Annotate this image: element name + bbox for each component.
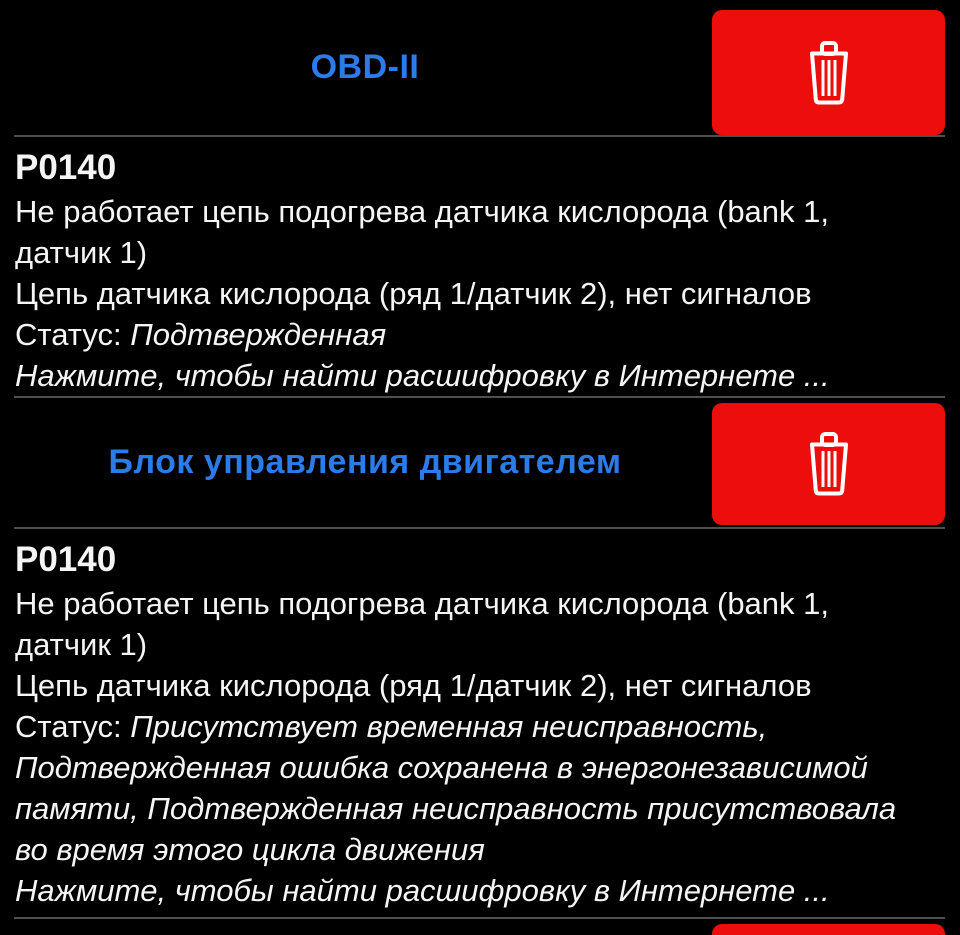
dtc-status-line xyxy=(15,706,920,870)
search-online-hint: Нажмите, чтобы найти расшифровку в Интернете ... xyxy=(15,358,830,393)
fault-card[interactable] xyxy=(0,529,960,911)
status-value: Подтвержденная xyxy=(130,317,387,352)
dtc-status-line xyxy=(15,314,920,355)
delete-group-button[interactable] xyxy=(712,10,945,135)
group-header-obd2 xyxy=(0,0,960,135)
search-online-hint: Нажмите, чтобы найти расшифровку в Интернете ... xyxy=(15,873,830,908)
divider xyxy=(14,917,945,919)
status-label: Статус: xyxy=(15,317,131,352)
dtc-description-line: Цепь датчика кислорода (ряд 1/датчик 2), нет сигналов xyxy=(15,668,812,703)
group-header-engine-ecu xyxy=(0,398,960,527)
next-group-peek xyxy=(0,917,960,935)
trash-icon xyxy=(805,40,853,106)
status-label: Статус: xyxy=(15,709,131,744)
delete-group-button-partial[interactable] xyxy=(712,924,945,935)
delete-group-button[interactable] xyxy=(712,403,945,525)
dtc-description-line: Цепь датчика кислорода (ряд 1/датчик 2), нет сигналов xyxy=(15,276,812,311)
dtc-description-line: Не работает цепь подогрева датчика кислорода (bank 1, датчик 1) xyxy=(15,194,830,270)
fault-card[interactable] xyxy=(0,137,960,396)
status-value: Присутствует временная неисправность, Подтвержденная ошибка сохранена в энергонезависимой памяти, Подтвержденная неисправность присутствовала во время этого цикла движения xyxy=(15,709,897,867)
dtc-description-line: Не работает цепь подогрева датчика кислорода (bank 1, датчик 1) xyxy=(15,586,830,662)
group-title: Блок управления двигателем xyxy=(108,443,622,481)
dtc-code: P0140 xyxy=(15,540,117,579)
trash-icon xyxy=(805,431,853,497)
group-title: OBD-II xyxy=(310,48,420,86)
dtc-code: P0140 xyxy=(15,148,117,187)
